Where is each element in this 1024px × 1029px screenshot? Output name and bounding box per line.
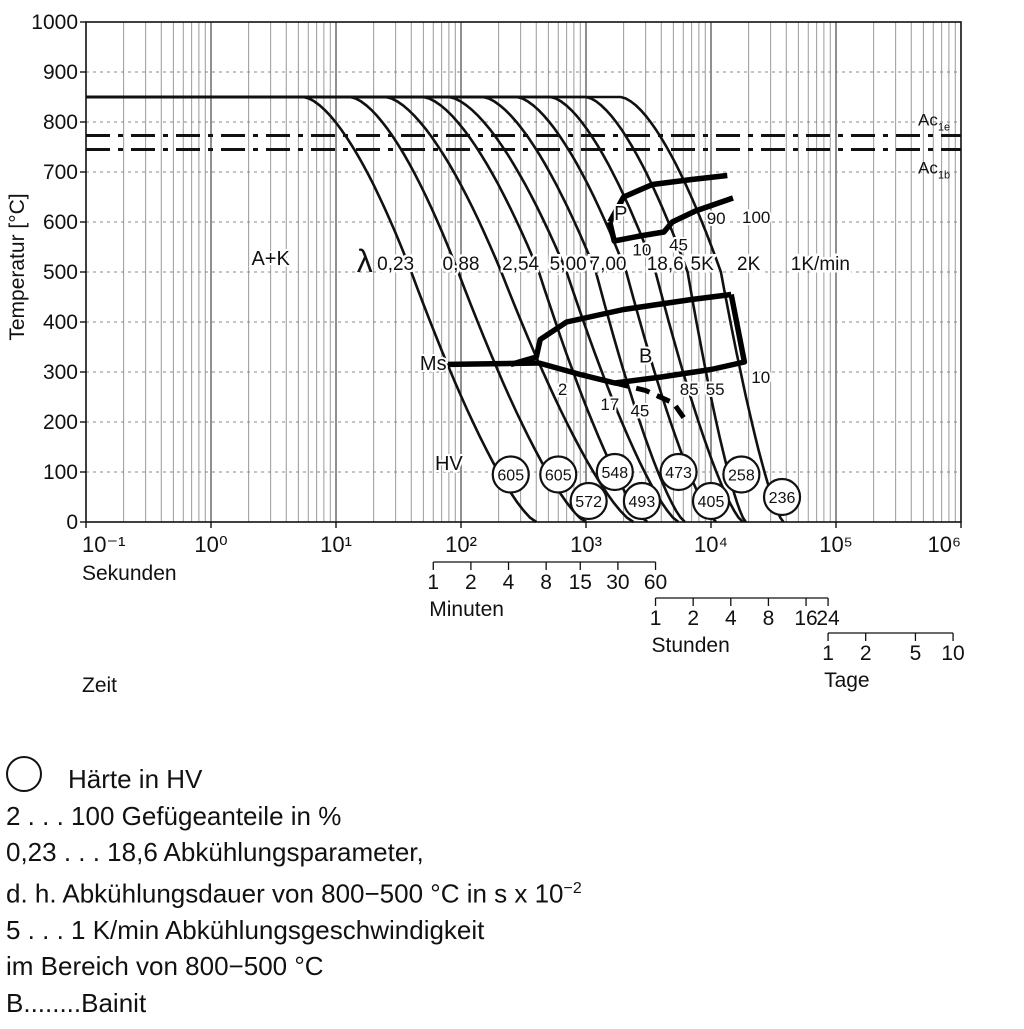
- cooling-curve-5: [86, 97, 679, 522]
- time-axis-tick-label: 15: [568, 571, 592, 594]
- cooling-parameter-label: 1K/min: [790, 254, 850, 275]
- phase-fraction-label: 10: [632, 240, 652, 260]
- y-axis-label: Temperatur [°C]: [6, 193, 29, 341]
- time-axis-tick-label: 2: [465, 571, 477, 594]
- y-tick-label: 300: [42, 361, 78, 384]
- legend-line-6: B........Bainit: [6, 987, 147, 1018]
- time-axis-tick-label: 2: [687, 607, 700, 630]
- y-tick-label: 500: [42, 261, 78, 284]
- time-axis-tick-label: 1: [822, 642, 834, 665]
- phase-fraction-label: 45: [630, 401, 650, 421]
- hardness-value: 605: [544, 467, 572, 485]
- hardness-value: 605: [497, 467, 525, 485]
- martensite-start-line: [442, 363, 539, 365]
- axis-name-sekunden: Sekunden: [82, 562, 177, 585]
- time-axis-tick-label: 1: [427, 571, 440, 594]
- time-axis-tick-label: 4: [724, 607, 737, 630]
- hardness-value: 493: [628, 494, 656, 511]
- legend-hardness-row: [6, 756, 582, 798]
- time-axis-tick-label: 2: [859, 642, 872, 665]
- region-label-b: B: [638, 345, 653, 368]
- phase-fraction-label: 10: [751, 368, 771, 387]
- region-label-hv: HV: [434, 453, 463, 475]
- phase-fraction-label: 17: [600, 395, 620, 414]
- y-tick-label: 600: [42, 211, 78, 234]
- ac1e-label: $Ac_{1e}$: [918, 110, 951, 134]
- legend-line-3-text: d. h. Abkühlungsdauer von 800−500 °C in s x 10: [6, 878, 564, 909]
- cooling-curve-8: [86, 97, 743, 522]
- cooling-parameter-label: 18,6: [646, 254, 684, 275]
- cooling-parameter-label: 2K: [737, 254, 761, 275]
- legend-hardness-text: Härte in HV: [68, 764, 203, 794]
- cooling-curve-9: [86, 97, 746, 522]
- cooling-curve-6: [86, 97, 685, 522]
- region-label-ms: Ms: [419, 353, 447, 375]
- x-tick-label: 10⁵: [819, 532, 853, 557]
- time-axis-tick-label: 60: [643, 571, 668, 594]
- phase-fraction-label: 90: [706, 209, 726, 228]
- hardness-value: 572: [575, 494, 603, 511]
- time-axis-tick-label: 5: [909, 642, 922, 665]
- time-axis-tick-label: 4: [502, 571, 515, 594]
- y-tick-label: 200: [42, 411, 78, 434]
- phase-fraction-label: 85: [679, 380, 699, 399]
- axis-name-zeit: Zeit: [82, 674, 118, 697]
- region-label-p: P: [614, 203, 628, 225]
- cooling-parameter-label: 2,54: [502, 254, 540, 275]
- cooling-parameter-label: 5,00: [549, 254, 587, 275]
- hardness-value: 548: [601, 465, 629, 482]
- legend-line-2: 0,23 . . . 18,6 Abkühlungsparameter,: [6, 837, 424, 867]
- time-axis-tick-label: 10: [941, 642, 965, 665]
- axis-name-tage: Tage: [824, 669, 870, 692]
- phase-fraction-label: 55: [705, 380, 725, 399]
- ac1b-label: $Ac_{1b}$: [918, 158, 951, 182]
- x-tick-label: 10¹: [320, 532, 352, 557]
- y-tick-label: 400: [42, 311, 78, 334]
- x-tick-label: 10⁰: [194, 532, 228, 557]
- hardness-value: 258: [728, 467, 755, 485]
- cooling-parameter-label: 7,00: [589, 254, 627, 275]
- time-axis-tick-label: 8: [762, 607, 775, 630]
- x-tick-label: 10²: [445, 532, 477, 557]
- legend: [6, 756, 582, 1021]
- legend-line-1: 2 . . . 100 Gefügeanteile in %: [6, 800, 342, 831]
- axis-name-stunden: Stunden: [651, 634, 730, 657]
- x-tick-label: 10⁶: [927, 532, 961, 557]
- cooling-curve-1: [86, 97, 536, 522]
- hardness-value: 236: [768, 490, 796, 507]
- region-label-ak: A+K: [251, 248, 290, 270]
- x-tick-label: 10⁻¹: [82, 532, 126, 557]
- hardness-value: 405: [697, 494, 725, 511]
- y-tick-label: 900: [42, 61, 78, 84]
- time-axis-tick-label: 16: [794, 607, 818, 630]
- y-tick-label: 700: [42, 161, 78, 184]
- circle-icon: [6, 756, 42, 792]
- legend-line-4: 5 . . . 1 K/min Abkühlungsgeschwindigkeit: [6, 914, 485, 945]
- phase-fraction-label: 100: [742, 208, 771, 227]
- y-tick-label: 100: [42, 461, 78, 484]
- time-axis-tick-label: 1: [649, 607, 662, 630]
- lambda-symbol: λ: [356, 243, 373, 279]
- y-tick-label: 1000: [31, 11, 78, 34]
- y-tick-label: 0: [66, 511, 78, 534]
- hardness-value: 473: [665, 465, 692, 482]
- x-tick-label: 10⁴: [694, 532, 728, 557]
- phase-fraction-label: 45: [669, 235, 689, 255]
- time-axis-tick-label: 8: [540, 571, 552, 594]
- cooling-parameter-label: 5K: [690, 254, 714, 275]
- legend-line-5: im Bereich von 800−500 °C: [6, 951, 324, 982]
- legend-line-3: [6, 871, 582, 912]
- time-axis-tick-label: 24: [816, 607, 840, 630]
- cooling-parameter-label: 0,88: [442, 254, 480, 275]
- time-axis-tick-label: 30: [606, 571, 630, 594]
- x-tick-label: 10³: [570, 532, 602, 557]
- dashed-boundary-line: [615, 383, 685, 420]
- cooling-parameter-label: 0,23: [377, 254, 415, 275]
- legend-line-3-exponent: −2: [563, 879, 582, 897]
- phase-fraction-label: 2: [557, 380, 568, 399]
- y-tick-label: 800: [42, 111, 78, 134]
- axis-name-minuten: Minuten: [429, 598, 504, 621]
